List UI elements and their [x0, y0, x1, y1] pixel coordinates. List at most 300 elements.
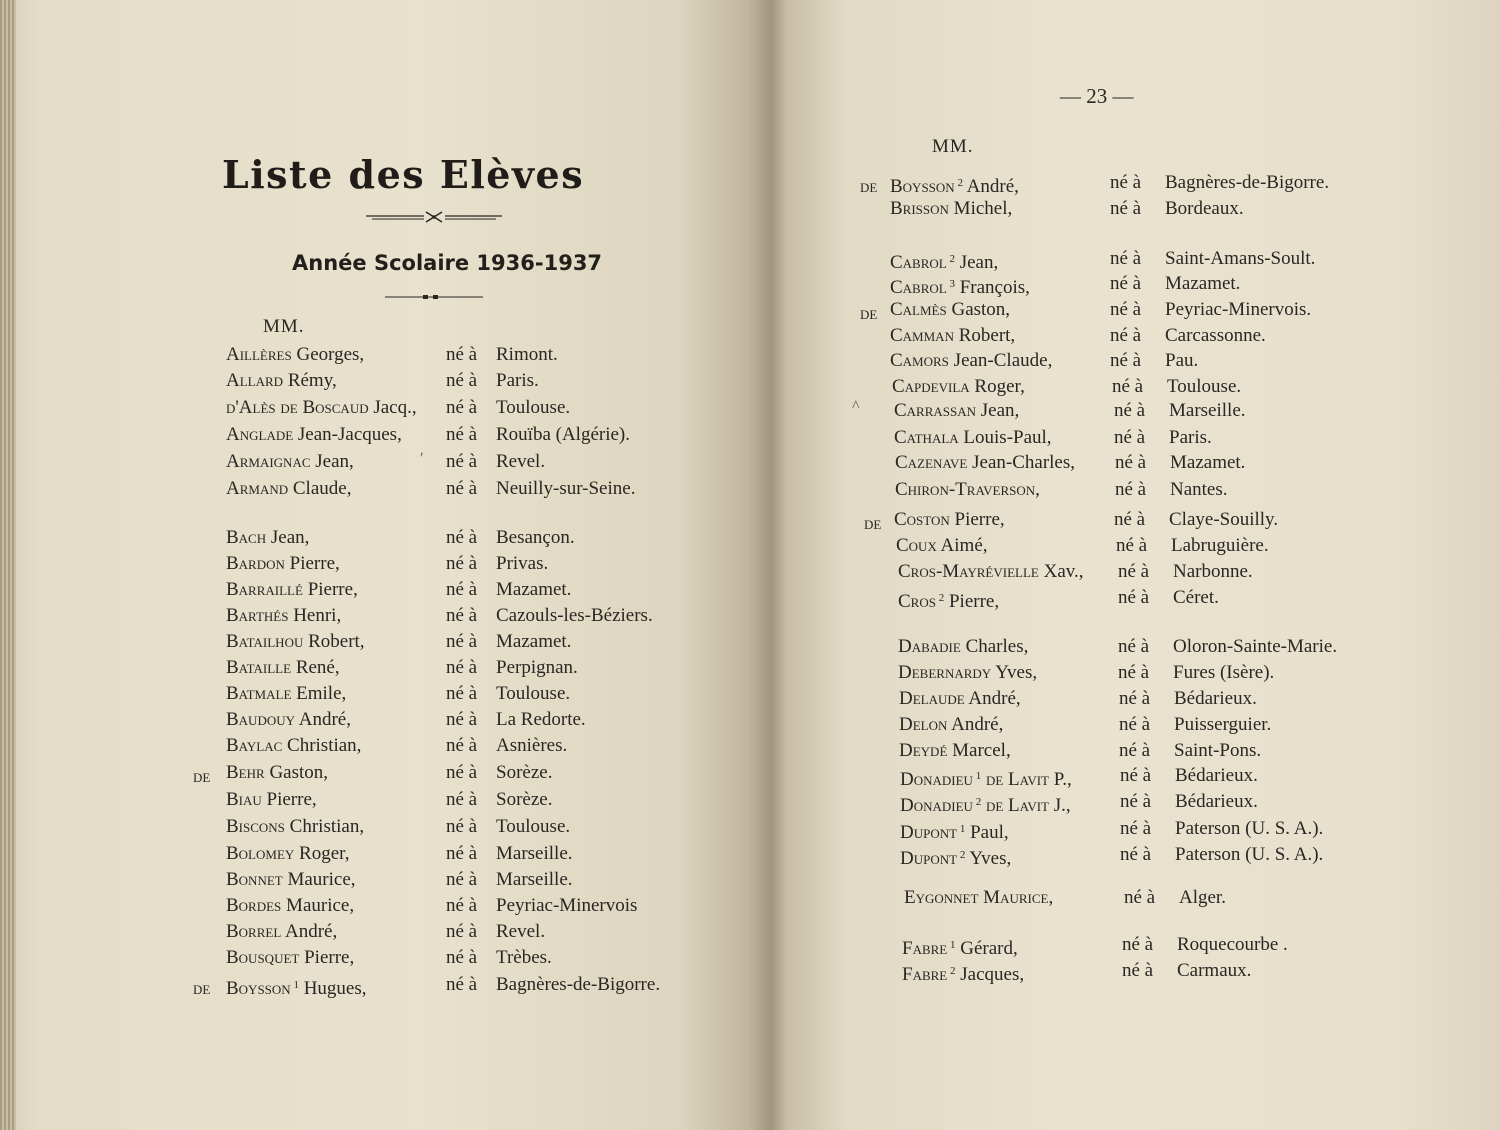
- given-name: Claude,: [288, 478, 352, 499]
- born-label: né à: [446, 424, 478, 445]
- born-label: né à: [1110, 172, 1142, 193]
- surname: Coston: [894, 509, 950, 530]
- born-label: né à: [446, 657, 478, 678]
- homonym-index: 1: [957, 823, 966, 835]
- surname: Baudouy: [226, 709, 296, 730]
- born-label: né à: [446, 631, 478, 652]
- born-label: né à: [446, 553, 478, 574]
- student-name: [226, 789, 317, 811]
- surname: Bataille: [226, 657, 292, 678]
- surname: Cros-Mayrévielle: [898, 561, 1039, 582]
- student-name: [890, 350, 1052, 372]
- student-name: [892, 376, 1025, 398]
- given-name: Charles,: [960, 636, 1029, 657]
- given-name: Maurice,: [282, 869, 356, 890]
- given-name: André,: [947, 714, 1004, 735]
- birthplace: Mazamet.: [1170, 452, 1246, 473]
- student-entry: [772, 427, 1500, 451]
- birthplace: Rimont.: [496, 344, 558, 365]
- student-name: [226, 478, 351, 500]
- student-name: [904, 887, 1053, 909]
- school-year-heading: Année Scolaire 1936-1937: [292, 251, 603, 275]
- birthplace: Peyriac-Minervois: [496, 895, 638, 916]
- student-name: [898, 561, 1084, 583]
- born-label: né à: [1118, 587, 1150, 608]
- given-name: Jacques,: [955, 964, 1025, 985]
- student-name: [226, 370, 337, 392]
- surname: Eygonnet Maurice,: [904, 887, 1054, 908]
- student-entry: [772, 172, 1500, 196]
- student-name: [895, 452, 1075, 474]
- student-entry: [0, 843, 772, 867]
- surname: Carrassan: [894, 400, 977, 421]
- born-label: né à: [1119, 740, 1151, 761]
- birthplace: Bagnères-de-Bigorre.: [1165, 172, 1330, 193]
- born-label: né à: [446, 397, 478, 418]
- surname: Dupont: [900, 822, 958, 843]
- born-label: né à: [1118, 662, 1150, 683]
- student-entry: [772, 960, 1500, 984]
- surname: Anglade: [226, 424, 294, 445]
- given-name: Gaston,: [946, 299, 1011, 320]
- birthplace: Alger.: [1179, 887, 1226, 908]
- student-name: [895, 479, 1040, 501]
- student-name: [899, 740, 1011, 762]
- surname: Bonnet: [226, 869, 283, 890]
- given-name: Jean,: [954, 252, 999, 273]
- student-entry: [0, 424, 772, 448]
- student-name: [226, 869, 356, 891]
- given-name: Aimé,: [936, 535, 988, 556]
- born-label: né à: [1114, 427, 1146, 448]
- born-label: né à: [446, 478, 478, 499]
- given-name: Marcel,: [947, 740, 1011, 761]
- student-entry: [772, 714, 1500, 738]
- student-entry: [772, 636, 1500, 660]
- homonym-index: 3: [946, 278, 955, 290]
- student-entry: [0, 579, 772, 603]
- birthplace: Perpignan.: [496, 657, 578, 678]
- student-name: [226, 974, 367, 1000]
- surname: Fabre: [902, 938, 948, 959]
- given-name: Michel,: [948, 198, 1013, 219]
- birthplace: Mazamet.: [496, 631, 572, 652]
- homonym-index: 2: [946, 253, 955, 265]
- birthplace: Privas.: [496, 553, 549, 574]
- student-name: [226, 579, 358, 601]
- salutation: MM.: [932, 136, 974, 157]
- student-name: [226, 735, 361, 757]
- born-label: né à: [1120, 844, 1152, 865]
- student-name: [226, 816, 364, 838]
- surname: Cabrol: [890, 277, 947, 298]
- student-name: [226, 657, 340, 679]
- homonym-index: 1: [947, 939, 956, 951]
- born-label: né à: [1110, 248, 1142, 269]
- surname: Cazenave: [895, 452, 968, 473]
- surname: Coux: [896, 535, 937, 556]
- student-name: [226, 843, 349, 865]
- given-name: de Lavit P.,: [981, 769, 1072, 790]
- student-name: [899, 688, 1021, 710]
- birthplace: Narbonne.: [1173, 561, 1253, 582]
- surname: Delon: [899, 714, 948, 735]
- birthplace: Carmaux.: [1177, 960, 1252, 981]
- homonym-index: 2: [957, 849, 966, 861]
- student-entry: [772, 818, 1500, 842]
- student-entry: [772, 688, 1500, 712]
- born-label: né à: [446, 683, 478, 704]
- student-name: [226, 709, 351, 731]
- homonym-index: 1: [290, 979, 299, 991]
- given-name: François,: [954, 277, 1030, 298]
- birthplace: Bagnères-de-Bigorre.: [496, 974, 661, 995]
- student-name: [900, 818, 1009, 844]
- given-name: Pierre,: [944, 591, 1000, 612]
- birthplace: La Redorte.: [496, 709, 586, 730]
- birthplace: Revel.: [496, 451, 546, 472]
- surname: Barraillé: [226, 579, 303, 600]
- student-entry: [0, 397, 772, 421]
- name-particle: de: [864, 513, 882, 533]
- surname: Delaude: [899, 688, 965, 709]
- given-name: Pierre,: [302, 579, 358, 600]
- student-name: [226, 762, 328, 784]
- surname: Borrel: [226, 921, 282, 942]
- surname: Cros: [898, 591, 936, 612]
- student-entry: [772, 400, 1500, 424]
- surname: Bardon: [226, 553, 285, 574]
- born-label: né à: [1122, 934, 1154, 955]
- born-label: né à: [1120, 765, 1152, 786]
- student-entry: [0, 605, 772, 629]
- student-entry: [0, 553, 772, 577]
- birthplace: Puisserguier.: [1174, 714, 1272, 735]
- student-entry: [0, 762, 772, 786]
- birthplace: Oloron-Sainte-Marie.: [1173, 636, 1338, 657]
- born-label: né à: [446, 370, 478, 391]
- student-entry: [772, 198, 1500, 222]
- student-entry: [772, 791, 1500, 815]
- given-name: Pierre,: [261, 789, 317, 810]
- birthplace: Besançon.: [496, 527, 575, 548]
- surname: Barthés: [226, 605, 289, 626]
- student-entry: [0, 451, 772, 475]
- given-name: Pierre,: [949, 509, 1005, 530]
- student-name: [226, 683, 346, 705]
- student-entry: [0, 478, 772, 502]
- surname: Biau: [226, 789, 262, 810]
- student-name: [902, 934, 1018, 960]
- born-label: né à: [446, 527, 478, 548]
- given-name: Hugues,: [298, 978, 367, 999]
- student-entry: [0, 370, 772, 394]
- born-label: né à: [1118, 636, 1150, 657]
- birthplace: Claye-Souilly.: [1169, 509, 1279, 530]
- given-name: André,: [281, 921, 338, 942]
- born-label: né à: [446, 579, 478, 600]
- surname: Capdevila: [892, 376, 970, 397]
- given-name: Robert,: [953, 325, 1016, 346]
- student-entry: [772, 248, 1500, 272]
- given-name: Pierre,: [299, 947, 355, 968]
- student-name: [890, 299, 1010, 321]
- ornament-divider: [362, 208, 507, 226]
- given-name: Jean-Jacques,: [293, 424, 402, 445]
- born-label: né à: [1115, 452, 1147, 473]
- student-entry: [772, 452, 1500, 476]
- birthplace: Neuilly-sur-Seine.: [496, 478, 636, 499]
- student-name: [226, 921, 337, 943]
- born-label: né à: [1118, 561, 1150, 582]
- birthplace: Toulouse.: [1167, 376, 1242, 397]
- student-name: [894, 509, 1005, 531]
- page-number: — 23 —: [1060, 84, 1134, 108]
- pencil-mark: ^: [852, 398, 860, 415]
- student-name: [890, 198, 1012, 220]
- surname: Cathala: [894, 427, 959, 448]
- student-name: [226, 553, 340, 575]
- student-name: [890, 273, 1030, 299]
- born-label: né à: [446, 921, 478, 942]
- birthplace: Paris.: [1169, 427, 1212, 448]
- heading-rule: [385, 292, 483, 302]
- homonym-index: 2: [935, 592, 945, 604]
- student-entry: [0, 735, 772, 759]
- given-name: Yves,: [965, 848, 1012, 869]
- surname: Armand: [226, 478, 289, 499]
- student-entry: [0, 527, 772, 551]
- given-name: Paul,: [965, 822, 1009, 843]
- born-label: né à: [446, 947, 478, 968]
- born-label: né à: [1114, 400, 1146, 421]
- student-name: [894, 427, 1052, 449]
- student-entry: [772, 765, 1500, 789]
- student-entry: [772, 535, 1500, 559]
- born-label: né à: [1110, 299, 1142, 320]
- born-label: né à: [1115, 479, 1147, 500]
- homonym-index: 2: [947, 965, 956, 977]
- surname: Chiron-Traverson,: [895, 479, 1040, 500]
- student-name: [226, 527, 309, 549]
- given-name: Jean-Claude,: [948, 350, 1053, 371]
- birthplace: Roquecourbe .: [1177, 934, 1288, 955]
- student-name: [226, 631, 365, 653]
- surname: Debernardy: [898, 662, 992, 683]
- given-name: Gaston,: [264, 762, 329, 783]
- student-entry: [772, 887, 1500, 911]
- student-entry: [0, 947, 772, 971]
- born-label: né à: [446, 843, 478, 864]
- birthplace: Céret.: [1173, 587, 1219, 608]
- student-entry: [772, 376, 1500, 400]
- surname: Allard: [226, 370, 284, 391]
- birthplace: Bédarieux.: [1174, 688, 1257, 709]
- born-label: né à: [446, 816, 478, 837]
- student-entry: [0, 631, 772, 655]
- born-label: né à: [446, 451, 478, 472]
- born-label: né à: [446, 709, 478, 730]
- given-name: Georges,: [291, 344, 365, 365]
- name-particle: de: [860, 176, 878, 196]
- student-entry: [772, 662, 1500, 686]
- student-name: [226, 451, 354, 473]
- birthplace: Saint-Amans-Soult.: [1165, 248, 1316, 269]
- surname: Boysson: [890, 176, 955, 197]
- birthplace: Trèbes.: [496, 947, 552, 968]
- student-name: [900, 844, 1011, 870]
- student-name: [900, 765, 1072, 791]
- born-label: né à: [1114, 509, 1146, 530]
- surname: Fabre: [902, 964, 948, 985]
- student-entry: [0, 657, 772, 681]
- student-entry: [0, 869, 772, 893]
- given-name: Jean,: [310, 451, 354, 472]
- birthplace: Sorèze.: [496, 762, 553, 783]
- salutation: MM.: [263, 316, 305, 337]
- given-name: Emile,: [291, 683, 347, 704]
- born-label: né à: [1120, 791, 1152, 812]
- surname: Boysson: [226, 978, 291, 999]
- birthplace: Peyriac-Minervois.: [1165, 299, 1312, 320]
- birthplace: Paterson (U. S. A.).: [1175, 844, 1324, 865]
- surname: Cabrol: [890, 252, 947, 273]
- given-name: Robert,: [303, 631, 365, 652]
- student-entry: [772, 844, 1500, 868]
- student-name: [899, 714, 1003, 736]
- born-label: né à: [446, 762, 478, 783]
- given-name: André,: [964, 688, 1021, 709]
- born-label: né à: [1110, 325, 1142, 346]
- student-entry: [0, 816, 772, 840]
- birthplace: Marseille.: [1169, 400, 1246, 421]
- surname: Baylac: [226, 735, 283, 756]
- student-name: [894, 400, 1019, 422]
- birthplace: Labruguière.: [1171, 535, 1269, 556]
- given-name: Christian,: [284, 816, 365, 837]
- born-label: né à: [446, 735, 478, 756]
- student-name: [226, 947, 354, 969]
- student-name: [226, 344, 364, 366]
- student-entry: [772, 740, 1500, 764]
- surname: Biscons: [226, 816, 285, 837]
- born-label: né à: [446, 344, 478, 365]
- born-label: né à: [1124, 887, 1156, 908]
- surname: Behr: [226, 762, 265, 783]
- surname: Calmès: [890, 299, 947, 320]
- given-name: Louis-Paul,: [958, 427, 1052, 448]
- given-name: Pierre,: [284, 553, 340, 574]
- given-name: Jean,: [976, 400, 1020, 421]
- surname: Donadieu: [900, 795, 973, 816]
- student-name: [890, 325, 1015, 347]
- student-name: [900, 791, 1071, 817]
- born-label: né à: [1122, 960, 1154, 981]
- student-entry: [0, 921, 772, 945]
- student-entry: [772, 479, 1500, 503]
- surname: Dupont: [900, 848, 958, 869]
- given-name: Rémy,: [283, 370, 337, 391]
- student-entry: [772, 299, 1500, 323]
- born-label: né à: [1112, 376, 1144, 397]
- given-name: André,: [962, 176, 1019, 197]
- born-label: né à: [446, 974, 478, 995]
- given-name: Roger,: [969, 376, 1025, 397]
- right-page: [772, 0, 1500, 1130]
- born-label: né à: [446, 605, 478, 626]
- birthplace: Revel.: [496, 921, 546, 942]
- given-name: Yves,: [991, 662, 1038, 683]
- homonym-index: 2: [954, 177, 963, 189]
- student-entry: [772, 509, 1500, 533]
- surname: Armaignac: [226, 451, 311, 472]
- student-name: [226, 605, 341, 627]
- surname: Aillères: [226, 344, 292, 365]
- student-name: [898, 587, 999, 613]
- given-name: Gérard,: [955, 938, 1018, 959]
- birthplace: Bédarieux.: [1175, 791, 1258, 812]
- surname: Deydé: [899, 740, 948, 761]
- given-name: de Lavit J.,: [981, 795, 1071, 816]
- birthplace: Rouïba (Algérie).: [496, 424, 631, 445]
- surname: Bolomey: [226, 843, 295, 864]
- born-label: né à: [1110, 273, 1142, 294]
- birthplace: Paris.: [496, 370, 539, 391]
- birthplace: Saint-Pons.: [1174, 740, 1262, 761]
- given-name: Maurice,: [281, 895, 355, 916]
- birthplace: Nantes.: [1170, 479, 1228, 500]
- given-name: Christian,: [282, 735, 362, 756]
- name-particle: de: [193, 766, 211, 786]
- student-name: [902, 960, 1024, 986]
- born-label: né à: [1110, 198, 1142, 219]
- given-name: René,: [291, 657, 340, 678]
- homonym-index: 1: [972, 770, 982, 782]
- student-entry: [772, 934, 1500, 958]
- birthplace: Toulouse.: [496, 397, 571, 418]
- surname: Brisson: [890, 198, 949, 219]
- student-name: [226, 424, 402, 446]
- birthplace: Carcassonne.: [1165, 325, 1266, 346]
- surname: Batmale: [226, 683, 292, 704]
- birthplace: Sorèze.: [496, 789, 553, 810]
- birthplace: Marseille.: [496, 843, 573, 864]
- student-entry: [0, 709, 772, 733]
- birthplace: Asnières.: [496, 735, 568, 756]
- born-label: né à: [1116, 535, 1148, 556]
- surname: Camors: [890, 350, 949, 371]
- student-name: [896, 535, 988, 557]
- birthplace: Pau.: [1165, 350, 1199, 371]
- birthplace: Toulouse.: [496, 683, 571, 704]
- birthplace: Paterson (U. S. A.).: [1175, 818, 1324, 839]
- born-label: né à: [446, 869, 478, 890]
- student-entry: [0, 344, 772, 368]
- student-name: [898, 636, 1028, 658]
- birthplace: Bédarieux.: [1175, 765, 1258, 786]
- given-name: Jean-Charles,: [967, 452, 1076, 473]
- surname: d'Alès de Boscaud: [226, 397, 369, 418]
- surname: Donadieu: [900, 769, 973, 790]
- born-label: né à: [1110, 350, 1142, 371]
- surname: Dabadie: [898, 636, 961, 657]
- name-particle: de: [860, 303, 878, 323]
- student-entry: [772, 587, 1500, 611]
- given-name: Xav.,: [1038, 561, 1084, 582]
- student-entry: [0, 895, 772, 919]
- given-name: Henri,: [288, 605, 342, 626]
- page-title: Liste des Elèves: [222, 152, 585, 197]
